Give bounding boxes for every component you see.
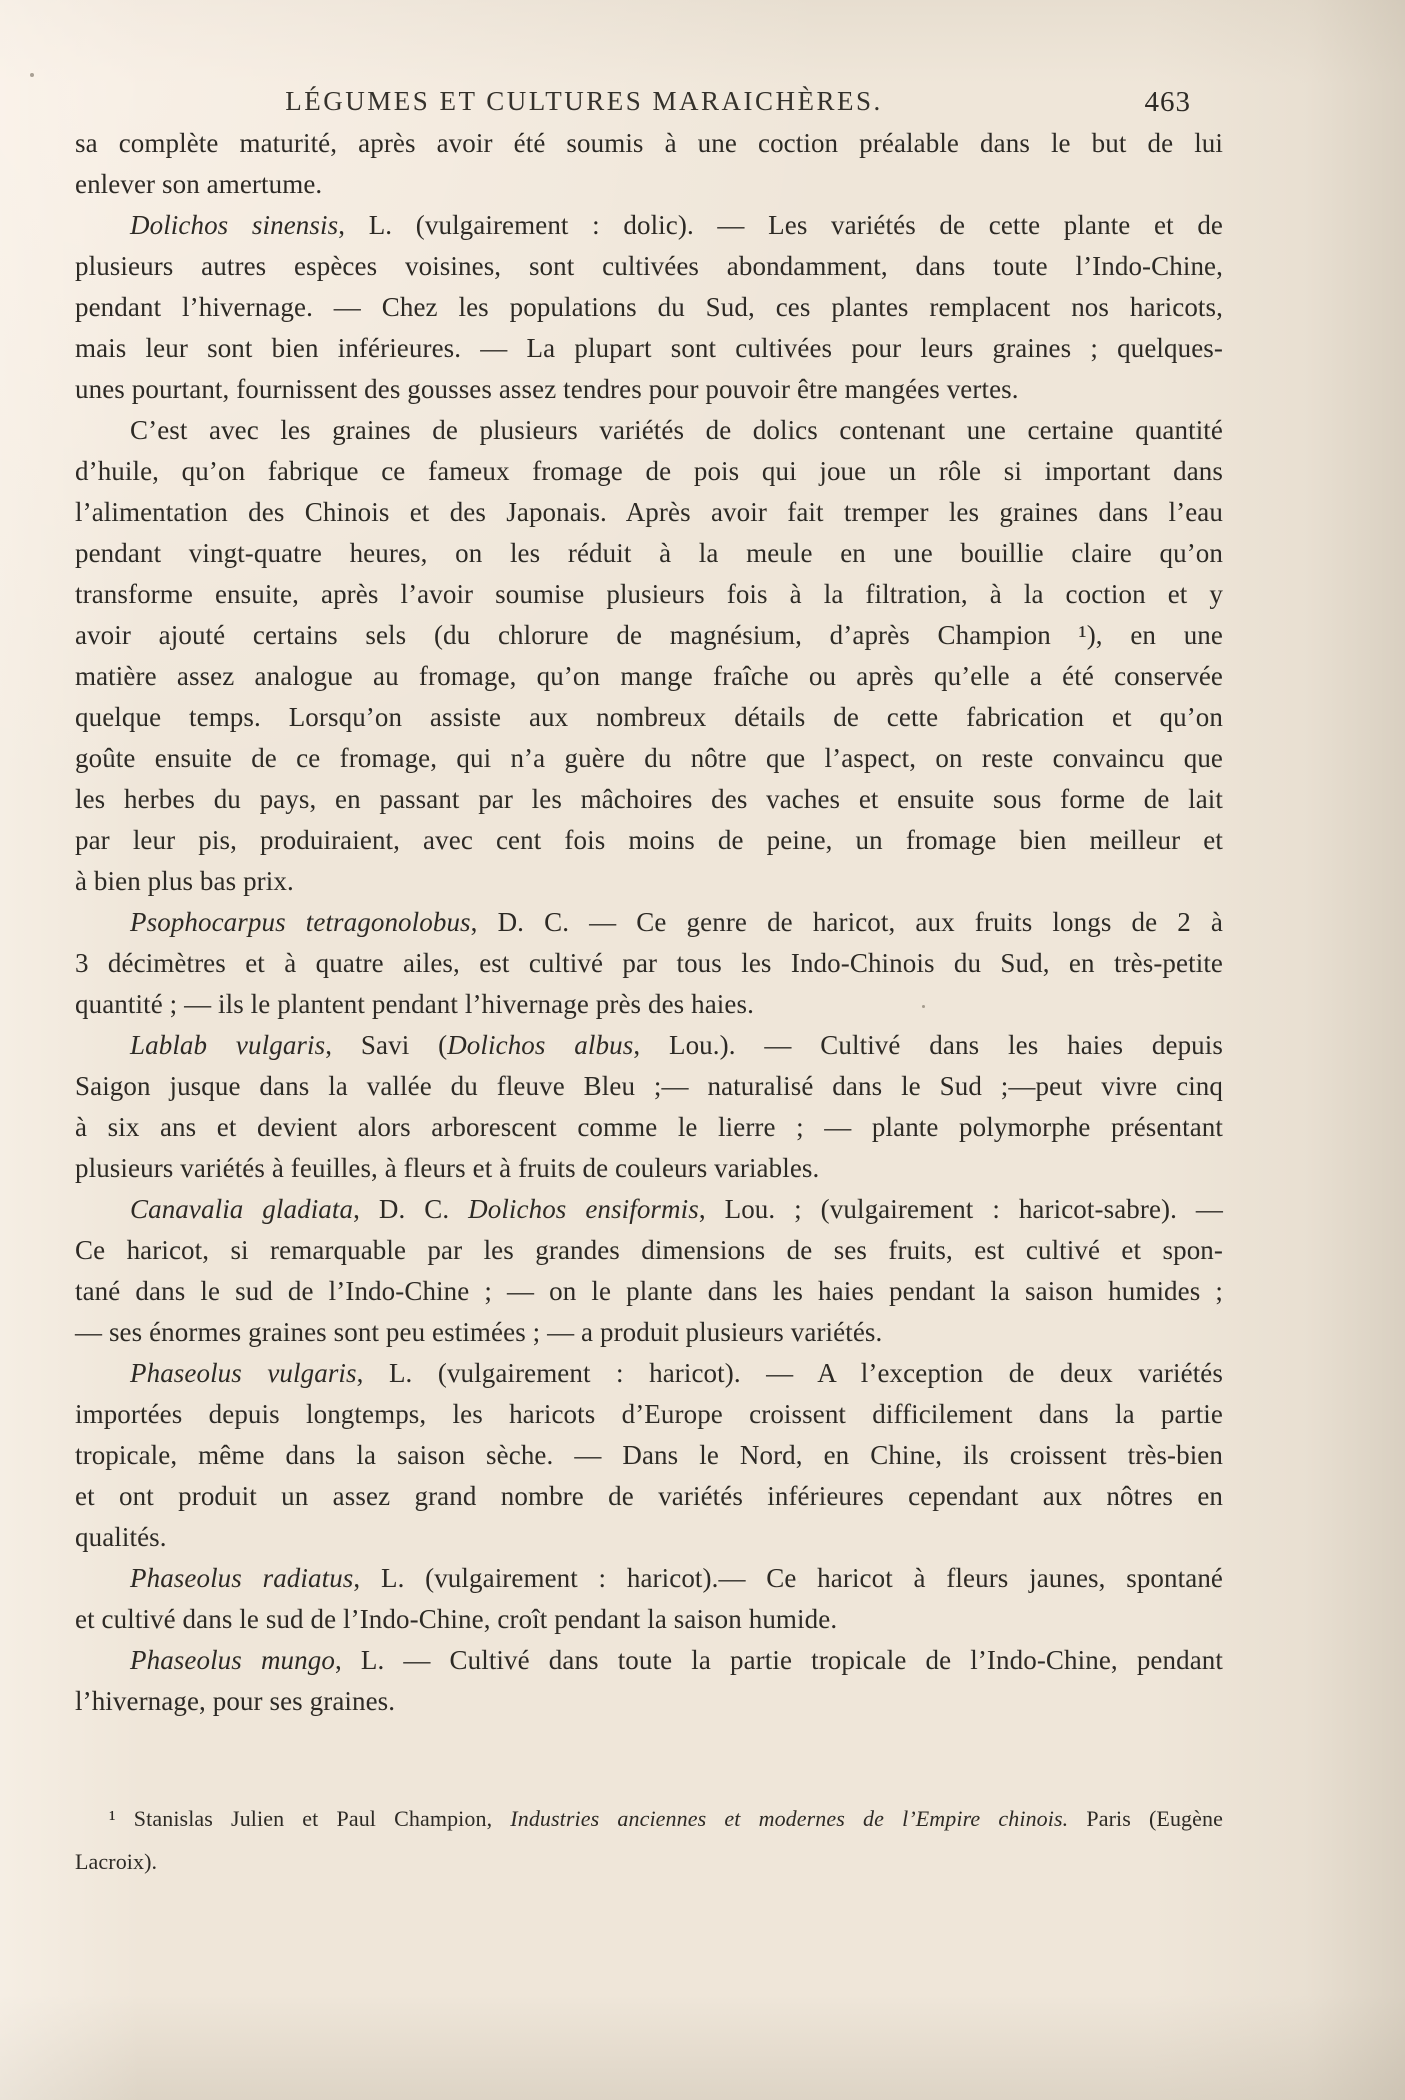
- text-line: Dolichos sinensis, L. (vulgairement : dolic). — Les variétés de cette plante et de: [130, 210, 1223, 240]
- text-line: C’est avec les graines de plusieurs variétés de dolics contenant une certaine quantité: [130, 415, 1223, 445]
- text-line: à bien plus bas prix.: [75, 866, 294, 896]
- text-line: à six ans et devient alors arborescent comme le lierre ; — plante polymorphe présentant: [75, 1112, 1223, 1142]
- text-line: Phaseolus mungo, L. — Cultivé dans toute la partie tropicale de l’Indo-Chine, pendant: [130, 1645, 1223, 1675]
- text-line: et ont produit un assez grand nombre de variétés inférieures cependant aux nôtres en: [75, 1481, 1223, 1511]
- text-line: mais leur sont bien inférieures. — La plupart sont cultivées pour leurs graines ; quelques-: [75, 333, 1223, 363]
- text-line: 3 décimètres et à quatre ailes, est cultivé par tous les Indo-Chinois du Sud, en très-petite: [75, 948, 1223, 978]
- text-line: quantité ; — ils le plantent pendant l’hivernage près des haies.: [75, 989, 754, 1019]
- text-line: enlever son amertume.: [75, 169, 323, 199]
- text-line: par leur pis, produiraient, avec cent fois moins de peine, un fromage bien meilleur et: [75, 825, 1223, 855]
- page-number: 463: [1144, 86, 1191, 118]
- text-line: unes pourtant, fournissent des gousses assez tendres pour pouvoir être mangées vertes.: [75, 374, 1019, 404]
- text-line: avoir ajouté certains sels (du chlorure de magnésium, d’après Champion ¹), en une: [75, 620, 1223, 650]
- text-line: — ses énormes graines sont peu estimées ; — a produit plusieurs variétés.: [75, 1317, 883, 1347]
- text-line: sa complète maturité, après avoir été soumis à une coction préalable dans le but de lui: [75, 128, 1223, 158]
- text-line: goûte ensuite de ce fromage, qui n’a guère du nôtre que l’aspect, on reste convaincu que: [75, 743, 1223, 773]
- text-line: d’huile, qu’on fabrique ce fameux fromage de pois qui joue un rôle si important dans: [75, 456, 1223, 486]
- text-line: Lablab vulgaris, Savi (Dolichos albus, Lou.). — Cultivé dans les haies depuis: [130, 1030, 1223, 1060]
- footnote-line: Lacroix).: [75, 1849, 158, 1874]
- text-line: transforme ensuite, après l’avoir soumise plusieurs fois à la filtration, à la coction et y: [75, 579, 1223, 609]
- page-header: [75, 86, 1223, 126]
- text-line: Saigon jusque dans la vallée du fleuve Bleu ;— naturalisé dans le Sud ;—peut vivre cinq: [75, 1071, 1223, 1101]
- text-line: Canavalia gladiata, D. C. Dolichos ensiformis, Lou. ; (vulgairement : haricot-sabre). —: [130, 1194, 1224, 1224]
- text-line: Phaseolus vulgaris, L. (vulgairement : haricot). — A l’exception de deux variétés: [130, 1358, 1224, 1388]
- paper-speck: [30, 73, 34, 77]
- footnote: [75, 1797, 1223, 1883]
- text-line: Ce haricot, si remarquable par les grandes dimensions de ses fruits, est cultivé et spon-: [75, 1235, 1223, 1265]
- text-line: plusieurs variétés à feuilles, à fleurs et à fruits de couleurs variables.: [75, 1153, 820, 1183]
- text-line: tané dans le sud de l’Indo-Chine ; — on le plante dans les haies pendant la saison humides ;: [75, 1276, 1223, 1306]
- body-text: [75, 123, 1223, 1722]
- text-line: matière assez analogue au fromage, qu’on mange fraîche ou après qu’elle a été conservée: [75, 661, 1223, 691]
- text-line: l’hivernage, pour ses graines.: [75, 1686, 396, 1716]
- footnote-line: ¹ Stanislas Julien et Paul Champion, Industries anciennes et modernes de l’Empire chinois. Paris (Eugène: [109, 1806, 1223, 1831]
- text-line: l’alimentation des Chinois et des Japonais. Après avoir fait tremper les graines dans l’eau: [75, 497, 1223, 527]
- text-line: plusieurs autres espèces voisines, sont cultivées abondamment, dans toute l’Indo-Chine,: [75, 251, 1223, 281]
- text-line: qualités.: [75, 1522, 167, 1552]
- running-title: LÉGUMES ET CULTURES MARAICHÈRES.: [285, 86, 883, 116]
- text-line: pendant l’hivernage. — Chez les populations du Sud, ces plantes remplacent nos haricots,: [75, 292, 1223, 322]
- text-line: les herbes du pays, en passant par les mâchoires des vaches et ensuite sous forme de lait: [75, 784, 1223, 814]
- text-line: Psophocarpus tetragonolobus, D. C. — Ce genre de haricot, aux fruits longs de 2 à: [130, 907, 1223, 937]
- text-line: quelque temps. Lorsqu’on assiste aux nombreux détails de cette fabrication et qu’on: [75, 702, 1223, 732]
- text-line: importées depuis longtemps, les haricots d’Europe croissent difficilement dans la partie: [75, 1399, 1223, 1429]
- text-line: pendant vingt-quatre heures, on les réduit à la meule en une bouillie claire qu’on: [75, 538, 1223, 568]
- text-line: tropicale, même dans la saison sèche. — Dans le Nord, en Chine, ils croissent très-bien: [75, 1440, 1223, 1470]
- text-line: et cultivé dans le sud de l’Indo-Chine, croît pendant la saison humide.: [75, 1604, 838, 1634]
- text-line: Phaseolus radiatus, L. (vulgairement : haricot).— Ce haricot à fleurs jaunes, spontané: [130, 1563, 1223, 1593]
